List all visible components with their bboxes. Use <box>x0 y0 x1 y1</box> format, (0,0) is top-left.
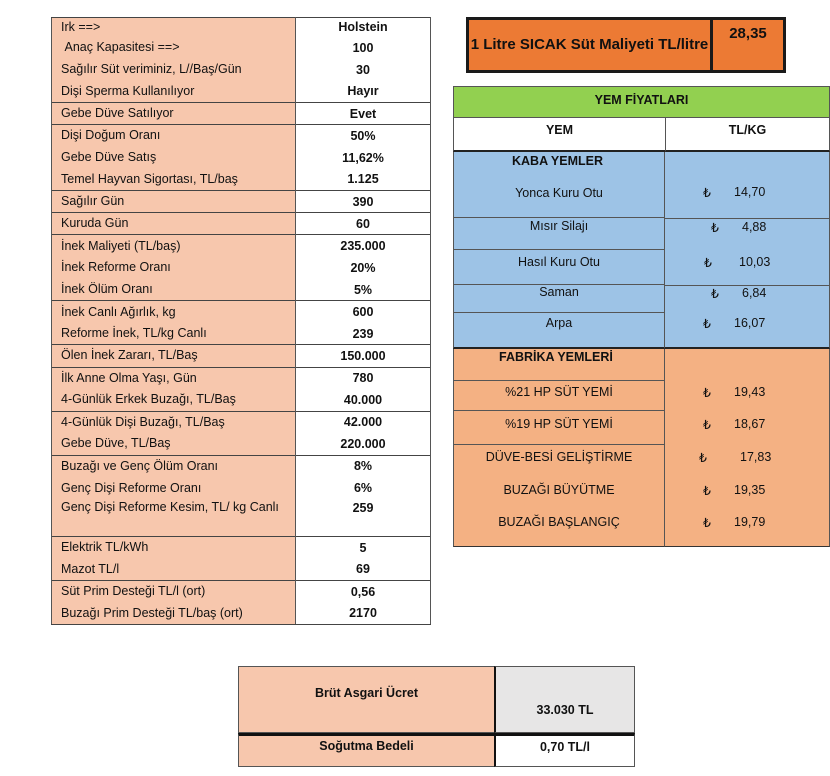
feed-item-calf-grower: BUZAĞI BÜYÜTME <box>503 483 615 497</box>
param-value-breed[interactable]: Holstein <box>296 18 431 37</box>
param-value-cow-death-rate[interactable]: 5% <box>296 279 431 301</box>
table-row <box>52 18 431 37</box>
price-value: 6,84 <box>742 286 767 300</box>
param-label-young-cull-rate: Genç Dişi Reforme Oranı <box>52 477 296 499</box>
lira-icon: ₺ <box>711 287 719 301</box>
factory-feed-group <box>453 445 665 547</box>
table-row <box>52 257 431 279</box>
param-value-dry-days[interactable]: 60 <box>296 213 431 235</box>
price-value: 14,70 <box>734 185 766 199</box>
table-row <box>52 558 431 580</box>
param-value-cow-live-weight[interactable]: 600 <box>296 301 431 323</box>
param-label-dry-days: Kuruda Gün <box>52 213 296 235</box>
price-value-21hp-dairy-feed: 19,43 <box>734 385 766 399</box>
feed-item-straw: Saman <box>453 285 665 313</box>
price-value: 16,07 <box>734 316 766 330</box>
parameter-table <box>51 17 431 625</box>
param-value-calf-subsidy[interactable]: 2170 <box>296 602 431 624</box>
param-value-milk-subsidy[interactable]: 0,56 <box>296 580 431 602</box>
table-row <box>52 602 431 624</box>
table-row <box>52 455 431 477</box>
table-row <box>52 169 431 191</box>
feed-item-corn-silage: Mısır Silajı <box>453 218 665 250</box>
table-row <box>52 323 431 345</box>
milk-cost-label: 1 Litre SICAK Süt Maliyeti TL/litre <box>469 20 713 70</box>
param-label-heifer-sale: Gebe Düve Satış <box>52 147 296 169</box>
param-label-dead-cow-loss: Ölen İnek Zararı, TL/Baş <box>52 345 296 367</box>
param-value-male-calf-price[interactable]: 40.000 <box>296 389 431 411</box>
param-label-electricity: Elektrik TL/kWh <box>52 536 296 558</box>
param-value-female-calf-price[interactable]: 42.000 <box>296 411 431 433</box>
price-cell-corn-silage <box>665 218 830 250</box>
lira-icon: ₺ <box>703 186 711 200</box>
table-row <box>52 191 431 213</box>
param-value-cow-cull-rate[interactable]: 20% <box>296 257 431 279</box>
param-value-young-cull-rate[interactable]: 6% <box>296 477 431 499</box>
param-label-insurance: Temel Hayvan Sigortası, TL/baş <box>52 169 296 191</box>
price-value: 10,03 <box>739 255 771 269</box>
lira-icon: ₺ <box>704 256 712 270</box>
cooling-fee-label: Soğutma Bedeli <box>238 733 494 767</box>
param-value-pregnant-heifer-sold[interactable]: Evet <box>296 103 431 125</box>
param-value-herd-capacity[interactable]: 100 <box>296 37 431 59</box>
lira-icon: ₺ <box>703 484 711 498</box>
param-value-diesel[interactable]: 69 <box>296 558 431 580</box>
price-cell-barley <box>665 313 830 349</box>
feed-item-calf-starter: BUZAĞI BAŞLANGIÇ <box>498 515 620 529</box>
param-label-calf-subsidy: Buzağı Prim Desteği TL/baş (ort) <box>52 602 296 624</box>
price-value-calf-grower: 19,35 <box>734 483 766 497</box>
factory-price-column <box>665 349 830 547</box>
param-label-male-calf-price: 4-Günlük Erkek Buzağı, TL/Baş <box>52 389 296 411</box>
table-row <box>52 147 431 169</box>
param-value-electricity[interactable]: 5 <box>296 536 431 558</box>
param-value-insurance[interactable]: 1.125 <box>296 169 431 191</box>
lira-icon: ₺ <box>711 221 719 235</box>
cooling-fee-value[interactable]: 0,70 TL/l <box>494 733 635 767</box>
param-value-female-birth-rate[interactable]: 50% <box>296 125 431 147</box>
lira-icon: ₺ <box>703 386 711 400</box>
price-value-heifer-fattening: 17,83 <box>740 450 772 464</box>
price-value-calf-starter: 19,79 <box>734 515 766 529</box>
param-label-cow-live-weight: İnek Canlı Ağırlık, kg <box>52 301 296 323</box>
param-label-calf-death-rate: Buzağı ve Genç Ölüm Oranı <box>52 455 296 477</box>
table-row <box>52 499 431 536</box>
table-row <box>52 389 431 411</box>
milk-cost-value: 28,35 <box>729 25 767 42</box>
feed-price-table <box>453 86 830 547</box>
param-label-female-birth-rate: Dişi Doğum Oranı <box>52 125 296 147</box>
param-label-culled-cow-price: Reforme İnek, TL/kg Canlı <box>52 323 296 345</box>
table-row <box>52 580 431 602</box>
param-value-first-calving-age[interactable]: 780 <box>296 367 431 389</box>
param-label-sexed-semen: Dişi Sperma Kullanılıyor <box>52 81 296 103</box>
roughage-section-title: KABA YEMLER <box>453 152 665 180</box>
table-row <box>52 37 431 59</box>
lira-icon: ₺ <box>699 451 707 465</box>
feed-item-barley: Arpa <box>453 313 665 349</box>
param-label-milking-days: Sağılır Gün <box>52 191 296 213</box>
table-row <box>52 125 431 147</box>
table-row <box>52 411 431 433</box>
param-label-first-calving-age: İlk Anne Olma Yaşı, Gün <box>52 367 296 389</box>
param-value-cow-cost[interactable]: 235.000 <box>296 235 431 257</box>
table-row <box>52 103 431 125</box>
milk-cost-box <box>466 17 786 73</box>
param-value-young-cull-slaughter[interactable]: 259 <box>296 499 431 536</box>
factory-section-title: FABRİKA YEMLERİ <box>453 349 665 381</box>
param-value-culled-cow-price[interactable]: 239 <box>296 323 431 345</box>
feed-price-title: YEM FİYATLARI <box>453 86 830 118</box>
param-label-diesel: Mazot TL/l <box>52 558 296 580</box>
table-row <box>52 81 431 103</box>
lira-icon: ₺ <box>703 317 711 331</box>
table-row <box>52 367 431 389</box>
param-label-cow-death-rate: İnek Ölüm Oranı <box>52 279 296 301</box>
feed-item-21hp-dairy-feed: %21 HP SÜT YEMİ <box>453 381 665 411</box>
lira-icon: ₺ <box>703 516 711 530</box>
table-row <box>52 433 431 455</box>
param-value-heifer-sale[interactable]: 11,62% <box>296 147 431 169</box>
param-label-female-calf-price: 4-Günlük Dişi Buzağı, TL/Baş <box>52 411 296 433</box>
feed-item-alfalfa-hay: Yonca Kuru Otu <box>453 180 665 218</box>
param-label-milk-yield: Sağılır Süt veriminiz, L//Baş/Gün <box>52 59 296 81</box>
table-row <box>52 279 431 301</box>
table-row <box>52 345 431 367</box>
price-cell-forage-hay <box>665 250 830 285</box>
price-cell-straw <box>665 285 830 313</box>
table-row <box>52 536 431 558</box>
param-label-pregnant-heifer-sold: Gebe Düve Satılıyor <box>52 103 296 125</box>
param-label-milk-subsidy: Süt Prim Desteği TL/l (ort) <box>52 580 296 602</box>
feed-item-forage-hay: Hasıl Kuru Otu <box>453 250 665 285</box>
param-label-herd-capacity: Anaç Kapasitesi ==> <box>52 37 296 59</box>
param-value-sexed-semen[interactable]: Hayır <box>296 81 431 103</box>
price-column-header: TL/KG <box>665 118 830 152</box>
lira-icon: ₺ <box>703 418 711 432</box>
price-value-19hp-dairy-feed: 18,67 <box>734 417 766 431</box>
param-label-breed: Irk ==> <box>52 18 296 37</box>
param-value-dead-cow-loss[interactable]: 150.000 <box>296 345 431 367</box>
table-row <box>52 59 431 81</box>
feed-item-heifer-fattening: DÜVE-BESİ GELİŞTİRME <box>485 450 633 464</box>
wage-cooling-box <box>238 666 635 767</box>
param-value-pregnant-heifer-price[interactable]: 220.000 <box>296 433 431 455</box>
feed-item-19hp-dairy-feed: %19 HP SÜT YEMİ <box>453 411 665 445</box>
table-row <box>52 477 431 499</box>
param-value-milking-days[interactable]: 390 <box>296 191 431 213</box>
param-label-cow-cull-rate: İnek Reforme Oranı <box>52 257 296 279</box>
param-label-cow-cost: İnek Maliyeti (TL/baş) <box>52 235 296 257</box>
param-label-young-cull-slaughter: Genç Dişi Reforme Kesim, TL/ kg Canlı <box>52 499 296 536</box>
gross-min-wage-value[interactable]: 33.030 TL <box>494 666 635 733</box>
price-cell-alfalfa-hay <box>665 152 830 218</box>
param-label-pregnant-heifer-price: Gebe Düve, TL/Baş <box>52 433 296 455</box>
table-row <box>52 235 431 257</box>
table-row <box>52 213 431 235</box>
feed-column-header: YEM <box>453 118 665 152</box>
price-value: 4,88 <box>742 220 767 234</box>
param-value-calf-death-rate[interactable]: 8% <box>296 455 431 477</box>
gross-min-wage-label: Brüt Asgari Ücret <box>238 666 494 733</box>
table-row <box>52 301 431 323</box>
param-value-milk-yield[interactable]: 30 <box>296 59 431 81</box>
